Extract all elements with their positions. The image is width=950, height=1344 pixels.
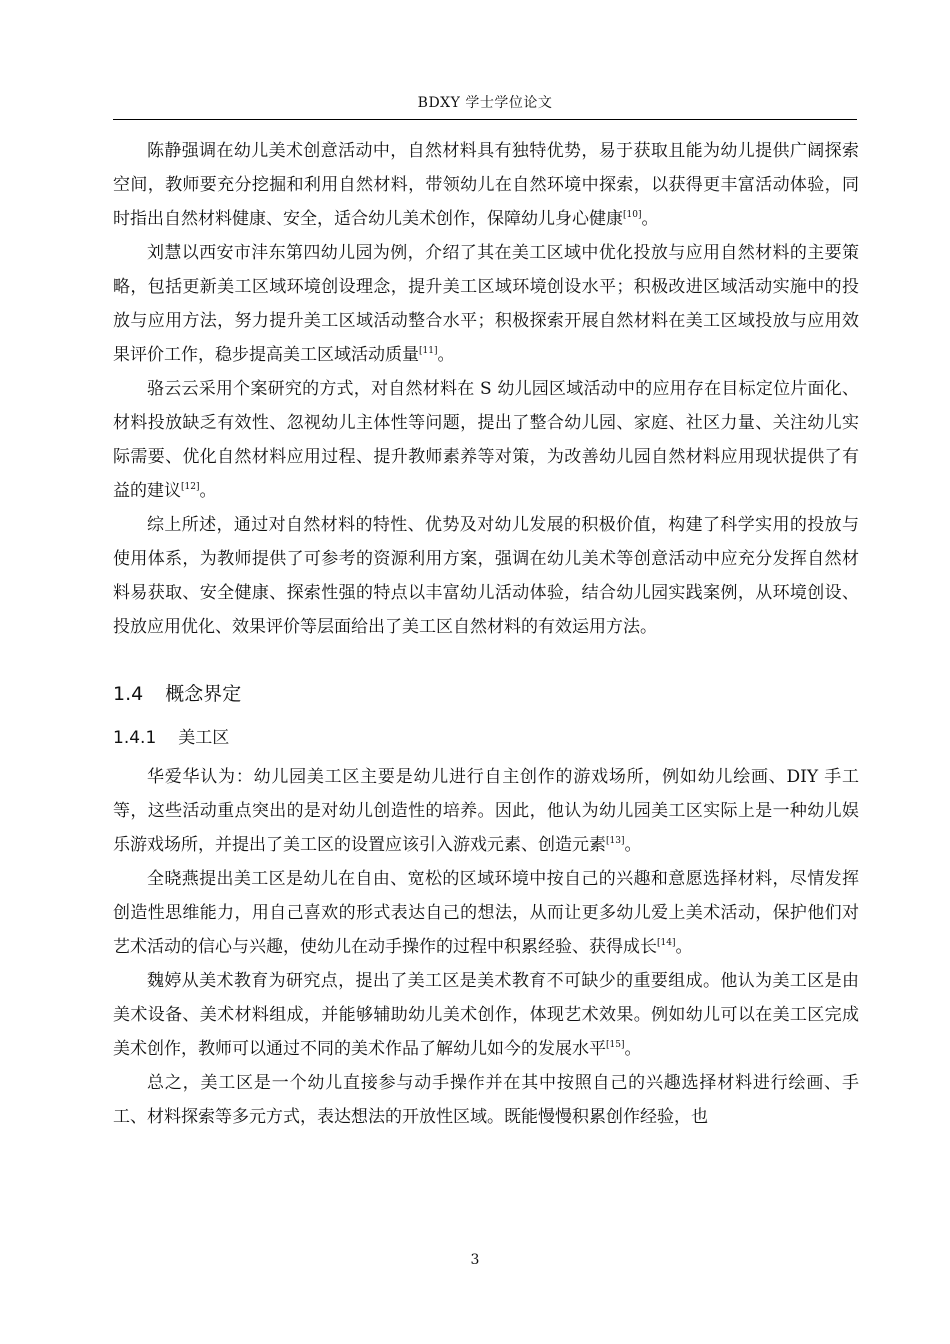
section-heading — [113, 672, 859, 716]
citation: [15] — [606, 1040, 625, 1050]
running-header: BDXY 学士学位论文 — [113, 92, 857, 120]
paragraph-quan-xiaoyan: 全晓燕提出美工区是幼儿在自由、宽松的区域环境中按自己的兴趣和意愿选择材料，尽情发挥创造性思维能力，用自己喜欢的形式表达自己的想法，从而让更多幼儿爱上美术活动，保护他们对艺术活动的信心与兴趣，使幼儿在动手操作的过程中积累经验、获得成长[14]。 — [113, 869, 859, 957]
paragraph-conclusion: 总之，美工区是一个幼儿直接参与动手操作并在其中按照自己的兴趣选择材料进行绘画、手工、材料探索等多元方式，表达想法的开放性区域。既能慢慢积累创作经验，也 — [113, 1073, 859, 1127]
page-body — [113, 134, 859, 1134]
subsection-number: 1.4.1 — [113, 728, 157, 748]
subsection-title: 美工区 — [178, 728, 230, 748]
citation: [14] — [657, 938, 676, 948]
paragraph-wei-ting: 魏婷从美术教育为研究点，提出了美工区是美术教育不可缺少的重要组成。他认为美工区是由美术设备、美术材料组成，并能够辅助幼儿美术创作，体现艺术效果。例如幼儿可以在美工区完成美术创作，教师可以通过不同的美术作品了解幼儿如今的发展水平[15]。 — [113, 971, 859, 1059]
citation: [13] — [606, 836, 625, 846]
citation: [12] — [181, 482, 200, 492]
subsection-heading — [113, 718, 859, 758]
paragraph-hua-aihua: 华爱华认为：幼儿园美工区主要是幼儿进行自主创作的游戏场所，例如幼儿绘画、DIY 手工等，这些活动重点突出的是对幼儿创造性的培养。因此，他认为幼儿园美工区实际上是一种幼儿娱乐游戏场所，并提出了美工区的设置应该引入游戏元素、创造元素[13]。 — [113, 767, 859, 855]
section-number: 1.4 — [113, 683, 144, 705]
page-number: 3 — [470, 1252, 480, 1268]
citation: [10] — [623, 210, 642, 220]
paragraph-summary: 综上所述，通过对自然材料的特性、优势及对幼儿发展的积极价值，构建了科学实用的投放与使用体系，为教师提供了可参考的资源利用方案，强调在幼儿美术等创意活动中应充分发挥自然材料易获取、安全健康、探索性强的特点以丰富幼儿活动体验，结合幼儿园实践案例，从环境创设、投放应用优化、效果评价等层面给出了美工区自然材料的有效运用方法。 — [113, 515, 859, 637]
citation: [11] — [419, 346, 438, 356]
paragraph-liu-hui: 刘慧以西安市沣东第四幼儿园为例，介绍了其在美工区域中优化投放与应用自然材料的主要策略，包括更新美工区域环境创设理念，提升美工区域环境创设水平；积极改进区域活动实施中的投放与应用方法，努力提升美工区域活动整合水平；积极探索开展自然材料在美工区域投放与应用效果评价工作，稳步提高美工区域活动质量[11]。 — [113, 243, 859, 365]
paragraph-chen-jing: 陈静强调在幼儿美术创意活动中，自然材料具有独特优势，易于获取且能为幼儿提供广阔探索空间，教师要充分挖掘和利用自然材料，带领幼儿在自然环境中探索，以获得更丰富活动体验，同时指出自然材料健康、安全，适合幼儿美术创作，保障幼儿身心健康[10]。 — [113, 141, 859, 229]
section-title: 概念界定 — [165, 683, 242, 705]
paragraph-luo-yunyun: 骆云云采用个案研究的方式，对自然材料在 S 幼儿园区域活动中的应用存在目标定位片面化、材料投放缺乏有效性、忽视幼儿主体性等问题，提出了整合幼儿园、家庭、社区力量、关注幼儿实际需要、优化自然材料应用过程、提升教师素养等对策，为改善幼儿园自然材料应用现状提供了有益的建议[12]。 — [113, 379, 859, 501]
